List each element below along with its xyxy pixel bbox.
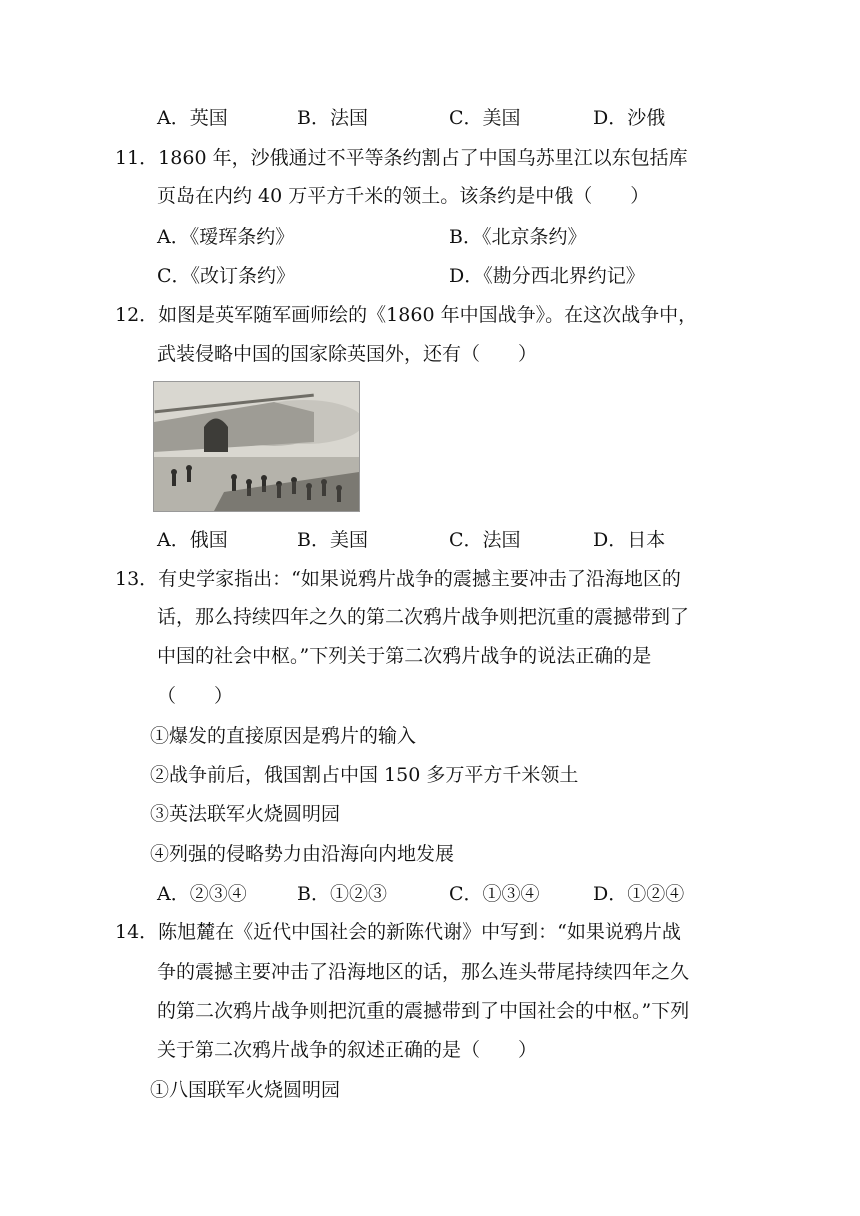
q11-option-a: A．《瑷珲条约》: [157, 226, 295, 248]
q14-stem-line-2: 争的震撼主要冲击了沿海地区的话，那么连头带尾持续四年之久: [157, 961, 690, 983]
q13-item-1: ①爆发的直接原因是鸦片的输入: [150, 725, 417, 747]
q13-option-d: D．①②④: [593, 883, 685, 905]
q12-stem-line-2: 武装侵略中国的国家除英国外，还有（ ）: [157, 343, 538, 365]
q11-option-c: C．《改订条约》: [157, 265, 296, 287]
q13-item-2: ②战争前后，俄国割占中国 150 多万平方千米领土: [150, 764, 579, 786]
q13-stem-line-3: 中国的社会中枢。”下列关于第二次鸦片战争的说法正确的是: [157, 645, 652, 667]
q11-stem-line-2: 页岛在内约 40 万平方千米的领土。该条约是中俄（ ）: [157, 185, 650, 207]
q14-item-1: ①八国联军火烧圆明园: [150, 1079, 341, 1101]
battle-engraving-image: [154, 382, 359, 511]
battle-illustration: [153, 381, 360, 512]
q14-stem-line-1: 14．陈旭麓在《近代中国社会的新陈代谢》中写到：“如果说鸦片战: [115, 921, 681, 943]
q13-stem-line-2: 话，那么持续四年之久的第二次鸦片战争则把沉重的震撼带到了: [157, 606, 690, 628]
q11-option-d: D．《勘分西北界约记》: [449, 265, 645, 287]
q14-stem-line-4: 关于第二次鸦片战争的叙述正确的是（ ）: [157, 1039, 538, 1061]
q13-option-b: B．①②③: [297, 883, 387, 905]
q13-stem-line-1: 13．有史学家指出：“如果说鸦片战争的震撼主要冲击了沿海地区的: [115, 568, 681, 590]
q10-option-c: C．美国: [449, 107, 521, 129]
q12-stem-line-1: 12．如图是英军随军画师绘的《1860 年中国战争》。在这次战争中，: [115, 304, 698, 326]
q10-option-d: D．沙俄: [593, 107, 666, 129]
q11-stem-line-1: 11．1860 年，沙俄通过不平等条约割占了中国乌苏里江以东包括库: [115, 147, 688, 169]
q13-option-a: A．②③④: [157, 883, 247, 905]
q12-option-a: A．俄国: [157, 529, 228, 551]
q14-stem-line-3: 的第二次鸦片战争则把沉重的震撼带到了中国社会的中枢。”下列: [157, 1000, 690, 1022]
q12-option-c: C．法国: [449, 529, 521, 551]
q12-option-b: B．美国: [297, 529, 368, 551]
q12-option-d: D．日本: [593, 529, 666, 551]
q13-item-3: ③英法联军火烧圆明园: [150, 803, 341, 825]
q13-item-4: ④列强的侵略势力由沿海向内地发展: [150, 843, 455, 865]
q10-option-b: B．法国: [297, 107, 368, 129]
q13-stem-line-4: （ ）: [157, 685, 234, 707]
q11-option-b: B．《北京条约》: [449, 226, 587, 248]
q13-option-c: C．①③④: [449, 883, 540, 905]
q10-option-a: A．英国: [157, 107, 228, 129]
